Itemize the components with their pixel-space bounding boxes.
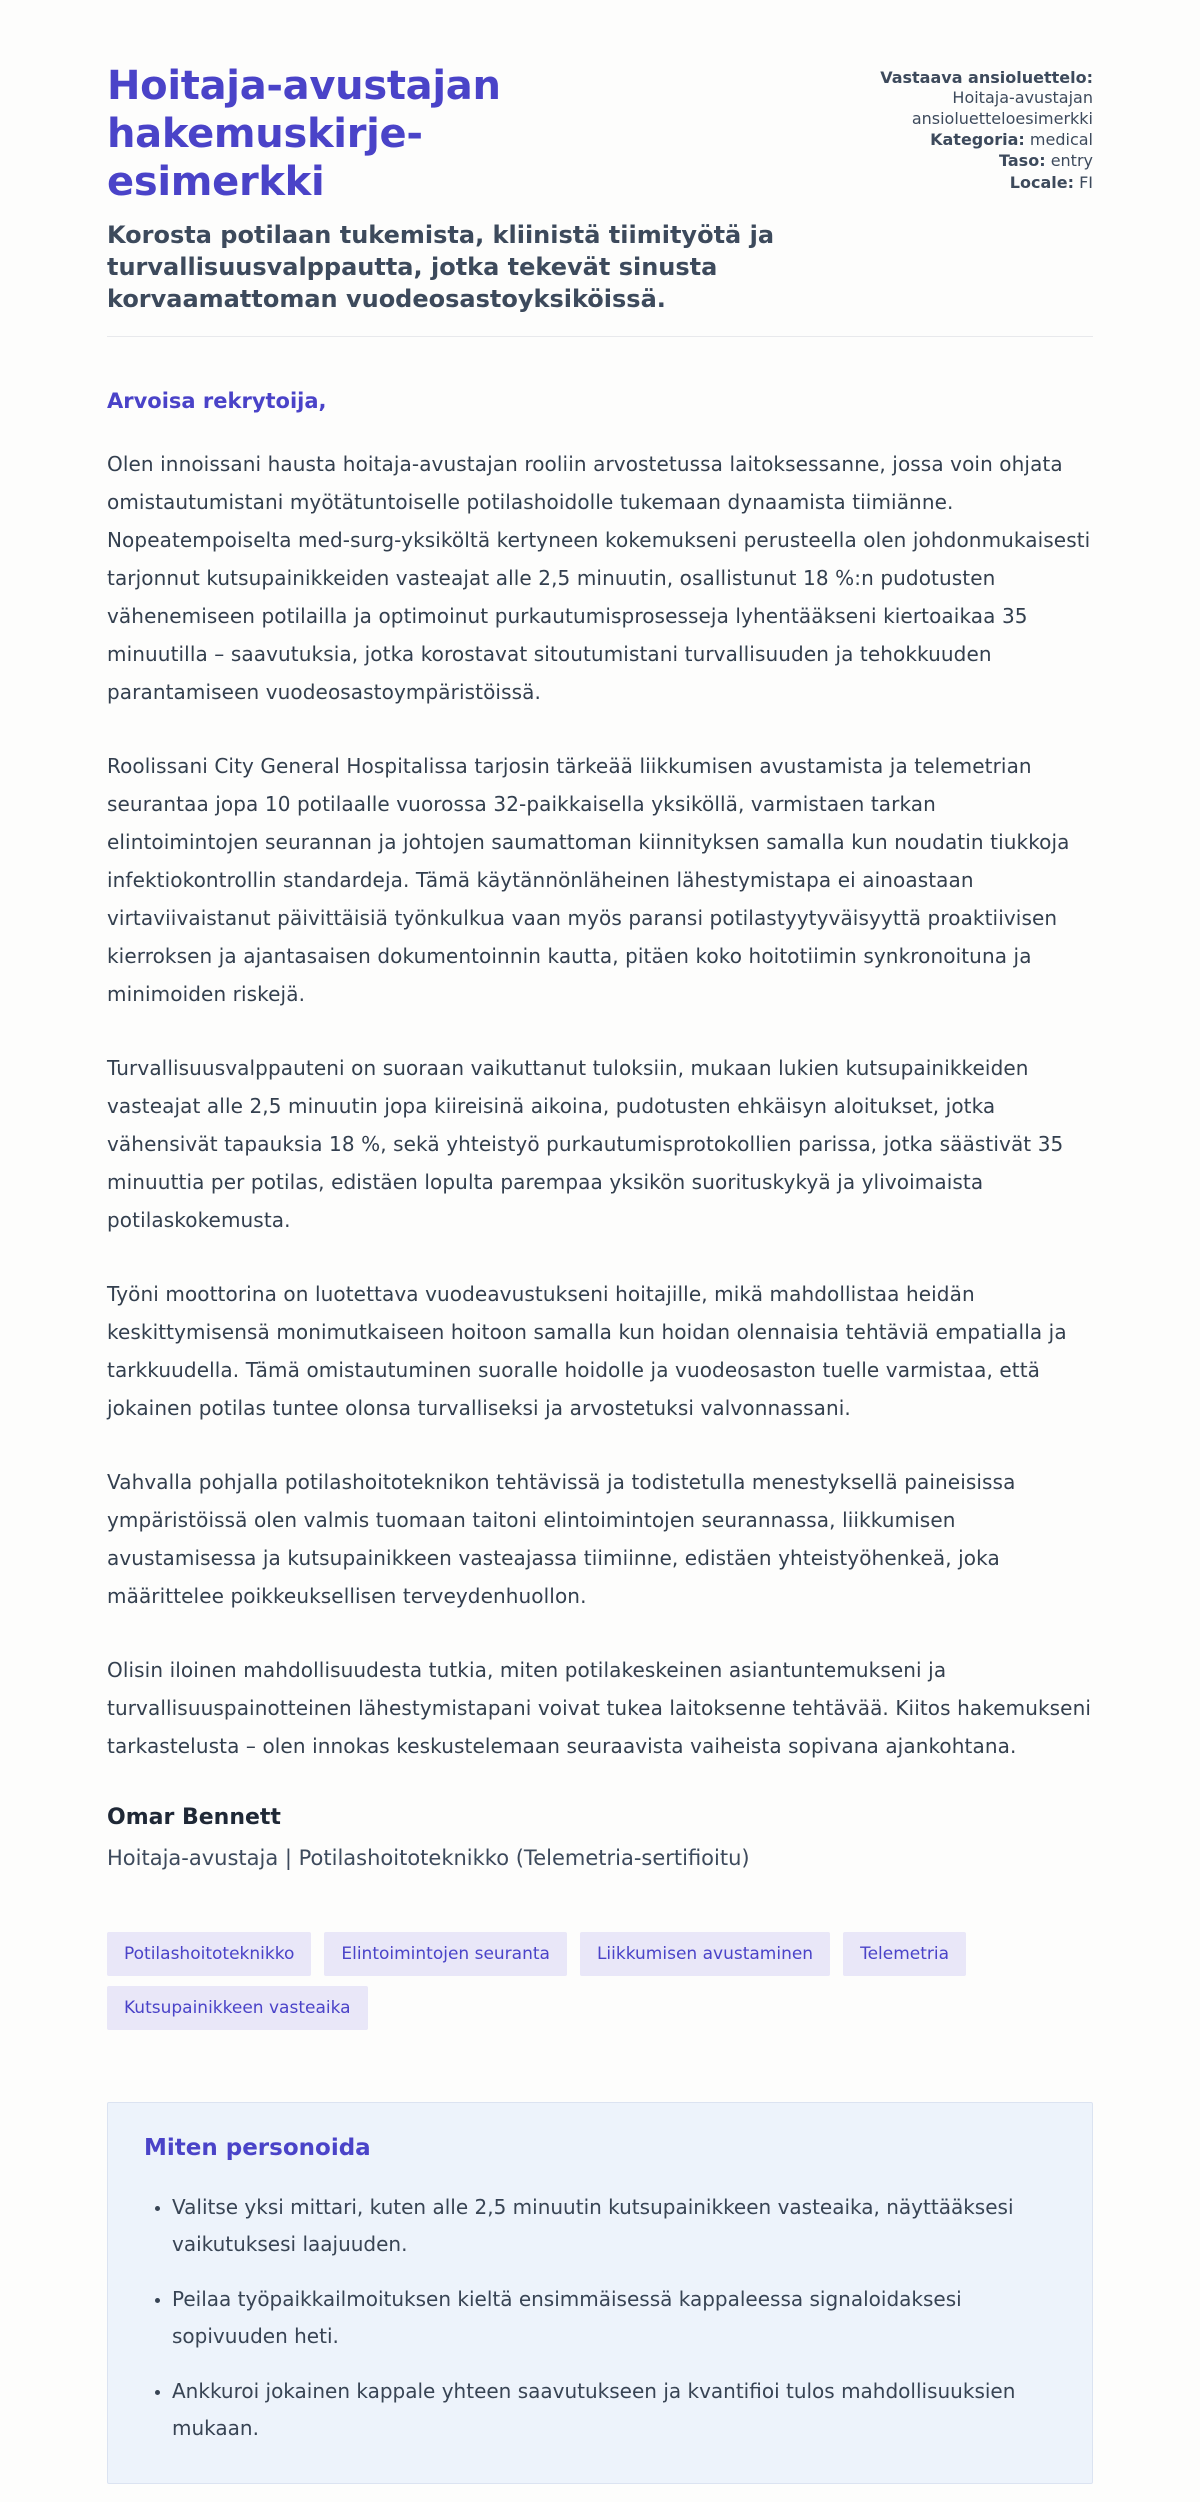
callout-bullet: • Peilaa työpaikkailmoituksen kieltä ensimmäisessä kappaleessa signaloidaksesi sopivuuden heti.: [172, 2281, 1056, 2355]
meta-item-matching-resume: [855, 68, 1093, 129]
meta-label: Vastaava ansioluettelo:: [880, 68, 1093, 87]
letter-paragraph: Olisin iloinen mahdollisuudesta tutkia, miten potilakeskeinen asiantuntemukseni ja turvallisuuspainotteinen lähestymistapani voivat tukea laitoksenne tehtävää. Kiitos hakemukseni tarkastelusta – olen innokas keskustelemaan seuraavista vaiheista sopivana ajankohtana.: [107, 1657, 1092, 1758]
personalization-callout: [107, 2102, 1093, 2484]
callout-bullet: • Ankkuroi jokainen kappale yhteen saavutukseen ja kvantifioi tulos mahdollisuuksien mukaan.: [172, 2373, 1056, 2447]
letter-body: [107, 389, 1093, 1870]
tag-chip[interactable]: Liikkumisen avustaminen: [580, 1932, 830, 1976]
letter-paragraph: Olen innoissani hausta hoitaja-avustajan rooliin arvostetussa laitoksessanne, jossa voin ohjata omistautumistani myötätuntoiselle potilashoidolle tukemaan dynaamista tiimiänne. Nopeatempoiselta med-surg-yksiköltä kertyneen kokemukseni perusteella olen johdonmukaisesti tarjonnut kutsupainikkeiden vasteajat alle 2,5 minuutin, osallistunut 18 %:n pudotusten vähenemiseen potilailla ja optimoinut purkautumisprosesseja lyhentääkseni kiertoaikaa 35 minuutilla – saavutuksia, jotka korostavat sitoutumistani turvallisuuden ja tehokkuuden parantamiseen vuodeosastoympäristöissä.: [107, 451, 1091, 704]
header: [107, 62, 1093, 316]
tag-chip[interactable]: Potilashoitoteknikko: [107, 1932, 311, 1976]
page-title-line-1: Hoitaja-avustajan hakemuskirje-: [107, 63, 501, 157]
meta-panel: [855, 62, 1093, 194]
meta-item-category: [855, 130, 1093, 150]
meta-label: Locale:: [1009, 172, 1074, 192]
letter-paragraph: Turvallisuusvalppauteni on suoraan vaikuttanut tuloksiin, mukaan lukien kutsupainikkeiden vasteajat alle 2,5 minuutin jopa kiireisinä aikoina, pudotusten ehkäisyn aloitukset, jotka vähensivät tapauksia 18 %, sekä yhteistyö purkautumisprotokollien parissa, jotka säästivät 35 minuuttia per potilas, edistäen lopulta parempaa yksikön suorituskykyä ja ylivoimaista potilaskokemusta.: [107, 1055, 1064, 1232]
header-main: [107, 62, 813, 316]
meta-value: FI: [1079, 172, 1093, 192]
tag-chip[interactable]: Elintoimintojen seuranta: [324, 1932, 567, 1976]
callout-title: Miten personoida: [144, 2134, 371, 2161]
signature-role: Hoitaja-avustaja | Potilashoitoteknikko (Telemetria-sertifioitu): [107, 1845, 750, 1870]
signature-name: Omar Bennett: [107, 1804, 281, 1830]
tag-chip[interactable]: Telemetria: [843, 1932, 966, 1976]
meta-item-level: [855, 151, 1093, 171]
header-divider: [107, 336, 1093, 337]
tag-chip[interactable]: Kutsupainikkeen vasteaika: [107, 1986, 368, 2030]
meta-value: entry: [1050, 151, 1093, 171]
meta-value: Hoitaja-avustajan ansioluetteloesimerkki: [911, 88, 1093, 128]
letter-paragraph: Roolissani City General Hospitalissa tarjosin tärkeää liikkumisen avustamista ja telemetrian seurantaa jopa 10 potilaalle vuorossa 32-paikkaisella yksiköllä, varmistaen tarkan elintoimintojen seurannan ja johtojen saumattoman kiinnityksen samalla kun noudatin tiukkoja infektiokontrollin standardeja. Tämä käytännönläheinen lähestymistapa ei ainoastaan virtaviivaistanut päivittäisiä työnkulkua vaan myös paransi potilastyytyväisyyttä proaktiivisen kierroksen ja ajantasaisen dokumentoinnin kautta, pitäen koko hoitotiimin synkronoituna ja minimoiden riskejä.: [107, 753, 1070, 1006]
callout-bullet-list: [144, 2189, 1056, 2447]
meta-label: Kategoria:: [930, 129, 1025, 149]
meta-item-locale: [855, 173, 1093, 193]
page-title: [107, 62, 813, 206]
page-title-line-2: esimerkki: [107, 159, 325, 205]
meta-label: Taso:: [999, 151, 1046, 171]
letter-paragraph: Vahvalla pohjalla potilashoitoteknikon tehtävissä ja todistetulla menestyksellä paineisissa ympäristöissä olen valmis tuomaan taitoni elintoimintojen seurannassa, liikkumisen avustamisessa ja kutsupainikkeen vasteajassa tiimiinne, edistäen yhteistyöhenkeä, joka määrittelee poikkeuksellisen terveydenhuollon.: [107, 1469, 1016, 1608]
meta-value: medical: [1029, 129, 1093, 149]
callout-bullet: • Valitse yksi mittari, kuten alle 2,5 minuutin kutsupainikkeen vasteaika, näyttääksesi vaikutuksesi laajuuden.: [172, 2189, 1056, 2263]
letter-paragraph: Työni moottorina on luotettava vuodeavustukseni hoitajille, mikä mahdollistaa heidän keskittymisensä monimutkaiseen hoitoon samalla kun hoidan olennaisia tehtäviä empatialla ja tarkkuudella. Tämä omistautuminen suoralle hoidolle ja vuodeosaston tuelle varmistaa, että jokainen potilas tuntee olonsa turvalliseksi ja arvostetuksi valvonnassani.: [107, 1281, 1067, 1420]
page-subtitle: Korosta potilaan tukemista, kliinistä tiimityötä ja turvallisuusvalppautta, jotka tekevät sinusta korvaamattoman vuodeosastoyksiköissä.: [107, 221, 775, 313]
tag-list: [107, 1932, 1093, 2030]
letter-greeting: Arvoisa rekrytoija,: [107, 388, 327, 413]
